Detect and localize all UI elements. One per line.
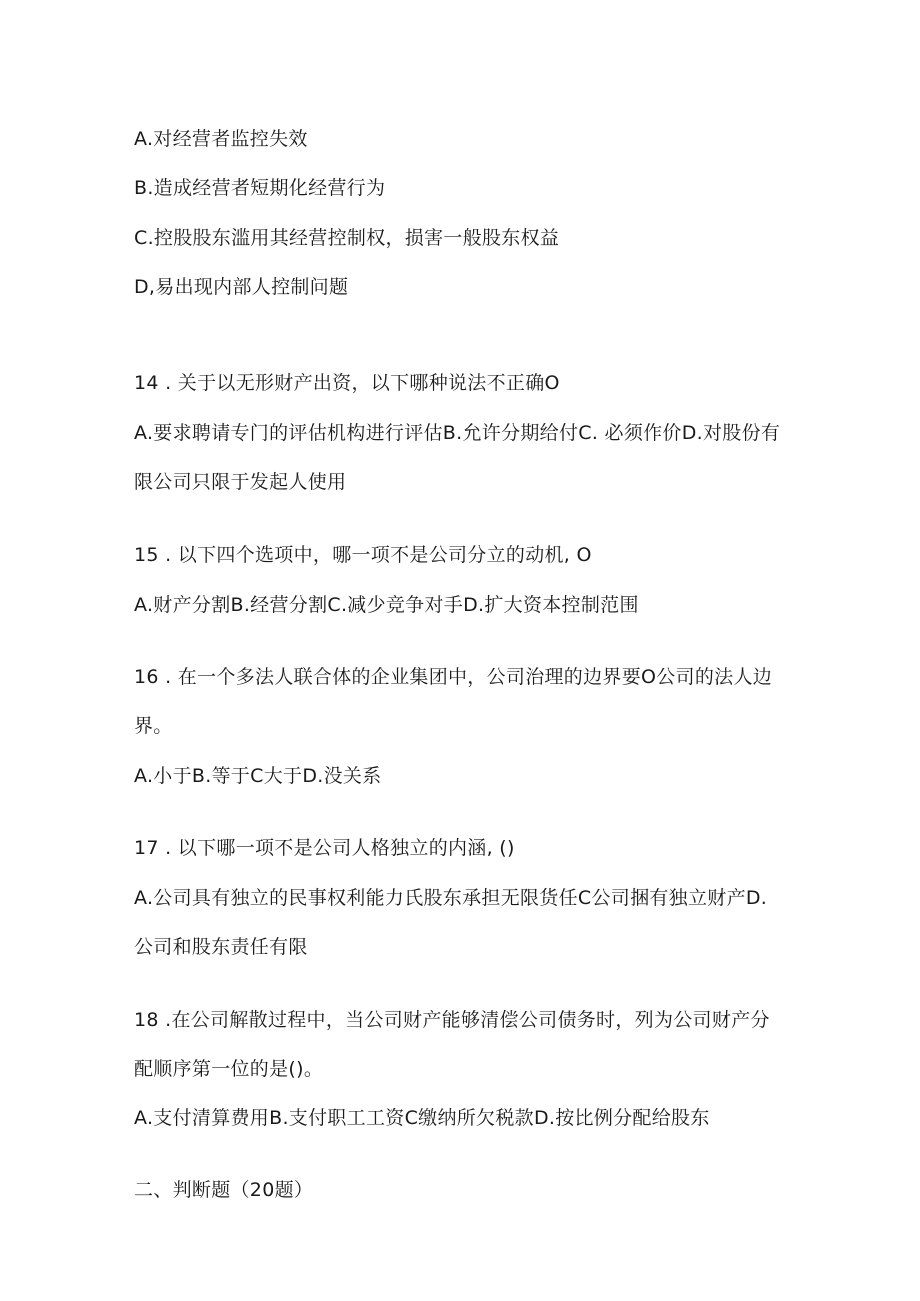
question-18-stem: 18 .在公司解散过程中，当公司财产能够清偿公司债务时，列为公司财产分 bbox=[134, 1009, 770, 1031]
question-16-stem-cont: 界。 bbox=[134, 715, 173, 737]
question-17-options: A.公司具有独立的民事权利能力氏股东承担无限货任C公司捆有独立财产D. bbox=[134, 887, 768, 909]
question-18-stem-cont: 配顺序第一位的是()。 bbox=[134, 1058, 324, 1080]
option-c: C.控股股东滥用其经营控制权，损害一般股东权益 bbox=[134, 227, 560, 249]
question-14-stem: 14 . 关于以无形财产出资，以下哪种说法不正确O bbox=[134, 372, 560, 394]
question-15-stem: 15 . 以下四个选项中，哪一项不是公司分立的动机, O bbox=[134, 544, 592, 566]
question-17-stem: 17 . 以下哪一项不是公司人格独立的内涵, () bbox=[134, 837, 515, 859]
option-a: A.对经营者监控失效 bbox=[134, 128, 308, 150]
question-17-options-cont: 公司和股东责任有限 bbox=[134, 936, 308, 958]
question-18-options: A.支付清算费用B.支付职工工资C缴纳所欠税款D.按比例分配给股东 bbox=[134, 1107, 710, 1129]
question-14-options-cont: 限公司只限于发起人使用 bbox=[134, 471, 347, 493]
question-14-options: A.要求聘请专门的评估机构进行评估B.允许分期给付C. 必须作价D.对股份有 bbox=[134, 422, 781, 444]
question-16-stem: 16 . 在一个多法人联合体的企业集团中，公司治理的边界要O公司的法人边 bbox=[134, 666, 773, 688]
section-heading: 二、判断题（20题） bbox=[134, 1179, 314, 1201]
question-15-options: A.财产分割B.经营分割C.减少竞争对手D.扩大资本控制范围 bbox=[134, 594, 639, 616]
option-d: D,易出现内部人控制问题 bbox=[134, 276, 349, 298]
question-16-options: A.小于B.等于C大于D.没关系 bbox=[134, 765, 382, 787]
option-b: B.造成经营者短期化经营行为 bbox=[134, 177, 386, 199]
